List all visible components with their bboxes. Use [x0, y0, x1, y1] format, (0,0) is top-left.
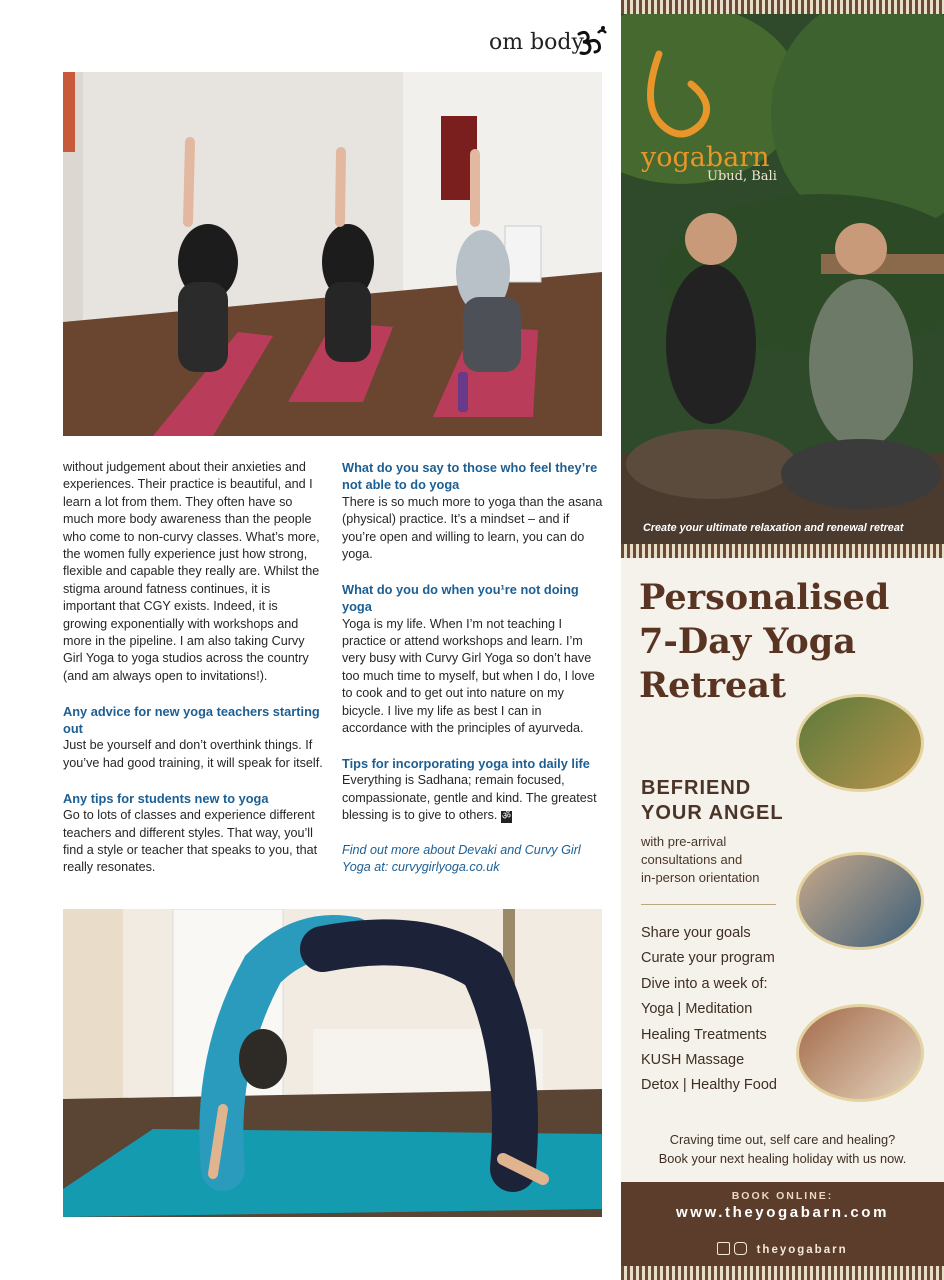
ad-photo-oval-3	[796, 1004, 924, 1102]
facebook-icon[interactable]	[717, 1242, 730, 1255]
section-label: om body	[489, 30, 584, 55]
tips-heading: Tips for incorporating yoga into daily life	[342, 755, 590, 771]
ad-divider	[641, 904, 776, 905]
ad-photo-oval-2	[796, 852, 924, 950]
ad-call-to-action	[621, 1130, 944, 1168]
list-item: Curate your program	[641, 950, 775, 967]
yogabarn-advertisement	[621, 0, 944, 1280]
advice-heading: Any advice for new yoga teachers starting out	[63, 703, 320, 737]
om-symbol-icon	[574, 24, 608, 58]
ad-cta-line-1: Craving time out, self care and healing?	[669, 1132, 896, 1147]
ad-brand-logo: yogabarn	[641, 142, 770, 173]
ad-social-handle[interactable]: theyogabarn	[756, 1244, 848, 1256]
ad-cta-line-2: Book your next healing holiday with us now.	[658, 1151, 907, 1166]
ad-border-bottom	[621, 1266, 944, 1280]
ad-feature-list	[641, 921, 811, 1099]
ad-border-top	[621, 0, 944, 14]
article-left-column	[63, 459, 325, 877]
notdoing-heading: What do you do when you¹re not doing yoga	[342, 581, 579, 615]
advice-body: Just be yourself and don’t overthink things. If you’ve had good training, it will speak for itself.	[63, 738, 323, 770]
instagram-icon[interactable]	[734, 1242, 747, 1255]
list-item: Yoga | Meditation	[641, 1001, 753, 1018]
yoga-class-photo	[63, 72, 602, 436]
ad-small-text: with pre-arrival consultations and in-person orientation	[641, 834, 760, 885]
end-mark-icon: ॐ	[501, 811, 512, 823]
list-item: Dive into a week of:	[641, 975, 768, 992]
ad-book-online-label: BOOK ONLINE:	[731, 1190, 834, 1202]
list-item: Share your goals	[641, 925, 751, 941]
tips-body	[342, 772, 604, 824]
unable-heading: What do you say to those who feel they’re not able to do yoga	[342, 460, 598, 493]
ad-headline: Personalised 7-Day Yoga Retreat	[639, 577, 890, 706]
ad-social-row	[621, 1242, 944, 1256]
ad-subhead: BEFRIEND YOUR ANGEL	[641, 777, 784, 824]
list-item: KUSH Massage	[641, 1052, 745, 1069]
ad-caption: Create your ultimate relaxation and renewal retreat	[643, 522, 904, 534]
article-intro-text: without judgement about their anxieties and experiences. Their practice is beautiful, and I learn a lot from them. They often have so much more body awareness than the people who come to non-curvy classes. What’s more, the women fully experience just how strong, flexible and capable they really are. Whilst the stigma around fatness continues, it is important that CGY exists. Indeed, it is growing exponentially with workshops and more in the pipeline. I am also taking Curvy Girl Yoga to yoga studios across the country (and am always open to invitations!).	[63, 460, 320, 683]
unable-body: There is so much more to yoga than the asana (physical) practice. It’s a mindset – and if you’re open and willing to learn, you can do yoga.	[342, 494, 603, 562]
wheel-pose-photo	[63, 909, 602, 1217]
ad-location: Ubud, Bali	[707, 169, 777, 184]
ad-border-middle	[621, 544, 944, 558]
list-item: Healing Treatments	[641, 1026, 767, 1043]
find-out-more-link[interactable]: Find out more about Devaki and Curvy Girl Yoga at: curvygirlyoga.co.uk	[342, 842, 581, 875]
students-heading: Any tips for students new to yoga	[63, 790, 269, 806]
ad-website-link[interactable]: www.theyogabarn.com	[675, 1204, 890, 1221]
notdoing-body: Yoga is my life. When I’m not teaching I practice or attend workshops and learn. I’m very busy with Curvy Girl Yoga so don’t have too much time to myself, but when I do, I love to cook and to get out into nature on my bicycle. I live my life as best I can in accordance with the principles of ayurveda.	[342, 616, 595, 736]
students-body: Go to lots of classes and experience different teachers and different styles. That way, you’ll find a style or teacher that speaks to you, that really resonates.	[63, 808, 318, 875]
tips-body-text: Everything is Sadhana; remain focused, compassionate, gentle and kind. The greatest blessing is to give to others.	[342, 773, 597, 823]
ad-retreat-photo	[621, 14, 944, 544]
list-item: Detox | Healthy Food	[641, 1077, 777, 1094]
article-right-column	[342, 459, 604, 877]
